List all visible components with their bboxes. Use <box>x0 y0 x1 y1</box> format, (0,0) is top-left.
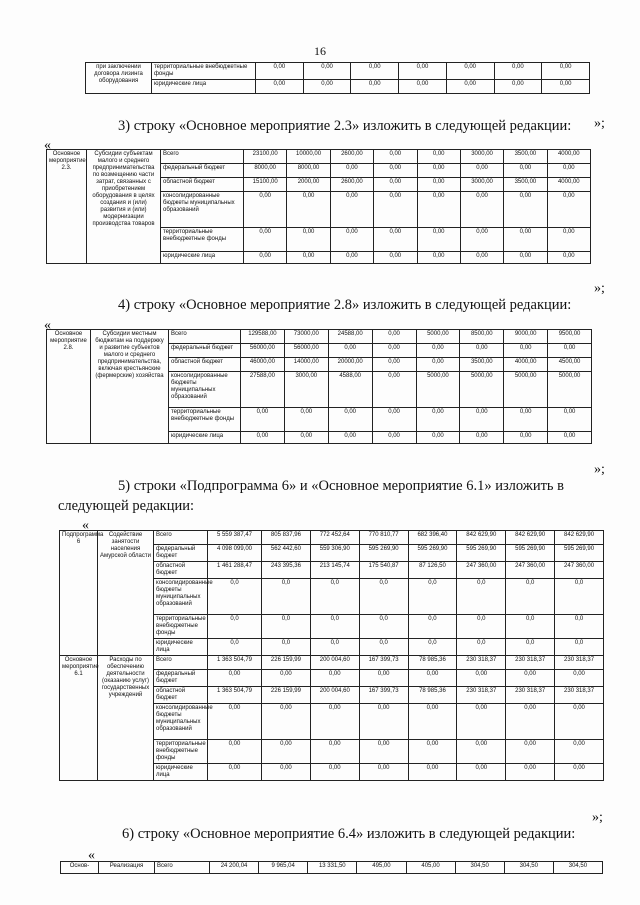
m28-value-cell: 129588,00 <box>241 330 285 344</box>
m28-value-cell: 0,00 <box>328 432 372 444</box>
m28-value-cell: 0,00 <box>548 408 592 432</box>
m61-value-cell: 0,00 <box>555 764 604 781</box>
sp6-measure-name: Содействие занятости населения Амурской области <box>98 531 154 656</box>
m23-measure-code: Основное мероприятие 2.3. <box>47 150 87 264</box>
sp6-value-cell: 0,0 <box>310 615 359 639</box>
sp6-fund-label: Всего <box>154 531 208 545</box>
m23-value-cell: 0,00 <box>417 228 460 252</box>
m61-value-cell: 230 318,37 <box>457 687 506 704</box>
m23-fund-label: Всего <box>161 150 244 164</box>
sp6-fund-label: юридические лица <box>154 639 208 656</box>
continuation-value-cell: 0,00 <box>446 63 494 80</box>
sp6-value-cell: 0,0 <box>506 615 555 639</box>
m61-value-cell: 230 318,37 <box>506 656 555 670</box>
m23-value-cell: 0,00 <box>417 164 460 178</box>
sp6-value-cell: 805 837,96 <box>262 531 311 545</box>
m28-value-cell: 46000,00 <box>241 358 285 372</box>
m61-value-cell: 0,00 <box>359 740 408 764</box>
continuation-value-cell: 0,00 <box>303 63 351 80</box>
sp6-fund-label: территориальные внебюджетные фонды <box>154 615 208 639</box>
sp6-value-cell: 213 145,74 <box>310 562 359 579</box>
m61-value-cell: 0,00 <box>262 704 311 740</box>
m23-value-cell: 8000,00 <box>244 164 287 178</box>
m23-value-cell: 0,00 <box>330 228 373 252</box>
sp6-value-cell: 562 442,60 <box>262 545 311 562</box>
sp6-value-cell: 0,0 <box>359 615 408 639</box>
m23-value-cell: 0,00 <box>374 164 417 178</box>
sp6-value-cell: 87 126,50 <box>408 562 457 579</box>
m28-value-cell: 0,00 <box>372 372 416 408</box>
m28-value-cell: 14000,00 <box>284 358 328 372</box>
m61-value-cell: 230 318,37 <box>457 656 506 670</box>
m28-fund-label: юридические лица <box>169 432 241 444</box>
m23-value-cell: 0,00 <box>330 252 373 264</box>
close-quote-2: »; <box>594 281 605 296</box>
heading-item-4: 4) строку «Основное мероприятие 2.8» изложить в следующей редакции: <box>118 297 572 313</box>
sp6-row <box>60 531 604 545</box>
sp6-value-cell: 0,0 <box>310 639 359 656</box>
m23-value-cell: 3000,00 <box>460 178 503 192</box>
sp6-value-cell: 595 269,90 <box>506 545 555 562</box>
m61-value-cell: 78 985,36 <box>408 656 457 670</box>
sp6-value-cell: 595 269,90 <box>408 545 457 562</box>
m23-fund-label: юридические лица <box>161 252 244 264</box>
m28-value-cell: 0,00 <box>460 408 504 432</box>
m28-value-cell: 0,00 <box>416 432 460 444</box>
m28-row <box>47 330 592 344</box>
m61-value-cell: 0,00 <box>408 704 457 740</box>
m28-value-cell: 0,00 <box>328 344 372 358</box>
m28-value-cell: 5000,00 <box>416 372 460 408</box>
m61-value-cell: 0,00 <box>359 670 408 687</box>
page-number: 16 <box>314 44 326 58</box>
heading-item-3: 3) строку «Основное мероприятие 2.3» изложить в следующей редакции: <box>118 118 572 134</box>
m28-value-cell: 0,00 <box>284 408 328 432</box>
continuation-value-cell: 0,00 <box>303 80 351 94</box>
m28-fund-label: территориальные внебюджетные фонды <box>169 408 241 432</box>
m64-value-cell: 24 200,04 <box>210 862 259 874</box>
m61-measure-name: Расходы по обеспечению деятельности (оказанию услуг) государственных учреждений <box>98 656 154 781</box>
m28-value-cell: 0,00 <box>416 408 460 432</box>
m61-value-cell: 0,00 <box>555 740 604 764</box>
sp6-value-cell: 0,0 <box>208 639 262 656</box>
m28-value-cell: 4588,00 <box>328 372 372 408</box>
m61-value-cell: 1 363 504,79 <box>208 656 262 670</box>
m23-row <box>47 150 591 164</box>
continuation-value-cell: 0,00 <box>494 63 542 80</box>
m28-value-cell: 0,00 <box>416 358 460 372</box>
m61-value-cell: 200 004,60 <box>310 687 359 704</box>
m61-value-cell: 0,00 <box>310 704 359 740</box>
continuation-fund-label: юридические лица <box>152 80 256 94</box>
m61-fund-label: консолидированные бюджеты муниципальных образований <box>154 704 208 740</box>
m23-value-cell: 0,00 <box>374 178 417 192</box>
m28-fund-label: областной бюджет <box>169 358 241 372</box>
sp6-value-cell: 247 360,00 <box>457 562 506 579</box>
m23-value-cell: 0,00 <box>417 192 460 228</box>
m61-value-cell: 226 159,99 <box>262 656 311 670</box>
m23-value-cell: 10000,00 <box>287 150 330 164</box>
m28-value-cell: 0,00 <box>328 408 372 432</box>
m61-value-cell: 0,00 <box>408 740 457 764</box>
m61-fund-label: территориальные внебюджетные фонды <box>154 740 208 764</box>
m61-value-cell: 0,00 <box>262 764 311 781</box>
table-measure-2-8 <box>46 329 592 444</box>
open-quote-5: « <box>88 848 95 863</box>
table-subprogram-6 <box>59 530 604 781</box>
m28-value-cell: 3000,00 <box>284 372 328 408</box>
sp6-value-cell: 0,0 <box>359 639 408 656</box>
m23-fund-label: областной бюджет <box>161 178 244 192</box>
m61-value-cell: 1 363 504,79 <box>208 687 262 704</box>
sp6-value-cell: 247 360,00 <box>555 562 604 579</box>
m28-value-cell: 0,00 <box>460 432 504 444</box>
sp6-value-cell: 842 629,90 <box>506 531 555 545</box>
m23-value-cell: 0,00 <box>287 252 330 264</box>
continuation-value-cell: 0,00 <box>494 80 542 94</box>
m61-value-cell: 167 399,73 <box>359 687 408 704</box>
m61-value-cell: 0,00 <box>408 764 457 781</box>
m23-fund-label: консолидированные бюджеты муниципальных образований <box>161 192 244 228</box>
close-quote-4: »; <box>592 810 603 825</box>
m61-fund-label: федеральный бюджет <box>154 670 208 687</box>
sp6-value-cell: 175 540,87 <box>359 562 408 579</box>
m61-fund-label: областной бюджет <box>154 687 208 704</box>
m23-value-cell: 0,00 <box>244 252 287 264</box>
m28-value-cell: 4000,00 <box>504 358 548 372</box>
m28-value-cell: 0,00 <box>372 408 416 432</box>
m23-value-cell: 0,00 <box>460 192 503 228</box>
m23-value-cell: 0,00 <box>504 192 547 228</box>
m61-measure-code: Основное мероприятие 6.1 <box>60 656 98 781</box>
m28-value-cell: 24588,00 <box>328 330 372 344</box>
continuation-value-cell: 0,00 <box>256 63 304 80</box>
m28-value-cell: 20000,00 <box>328 358 372 372</box>
sp6-fund-label: областной бюджет <box>154 562 208 579</box>
m61-value-cell: 0,00 <box>506 764 555 781</box>
m23-value-cell: 3500,00 <box>504 178 547 192</box>
m23-value-cell: 0,00 <box>547 252 590 264</box>
heading-item-5-line1: 5) строки «Подпрограмма 6» и «Основное мероприятие 6.1» изложить в <box>118 478 565 494</box>
sp6-value-cell: 0,0 <box>457 615 506 639</box>
m28-value-cell: 27588,00 <box>241 372 285 408</box>
sp6-value-cell: 559 306,90 <box>310 545 359 562</box>
m61-value-cell: 226 159,99 <box>262 687 311 704</box>
sp6-value-cell: 0,0 <box>506 579 555 615</box>
m23-value-cell: 0,00 <box>547 228 590 252</box>
m61-value-cell: 0,00 <box>555 704 604 740</box>
m28-value-cell: 9500,00 <box>548 330 592 344</box>
m64-value-cell: 304,50 <box>553 862 602 874</box>
table-continuation <box>85 62 590 94</box>
m61-value-cell: 0,00 <box>262 740 311 764</box>
m64-value-cell: 13 331,50 <box>308 862 357 874</box>
sp6-value-cell: 0,0 <box>262 579 311 615</box>
m23-value-cell: 0,00 <box>460 164 503 178</box>
m61-value-cell: 0,00 <box>457 704 506 740</box>
sp6-value-cell: 243 395,36 <box>262 562 311 579</box>
sp6-value-cell: 770 810,77 <box>359 531 408 545</box>
m28-value-cell: 0,00 <box>241 408 285 432</box>
m61-value-cell: 78 985,36 <box>408 687 457 704</box>
heading-item-5-line2: следующей редакции: <box>58 498 195 514</box>
m28-measure-name: Субсидии местным бюджетам на поддержку и развитие субъектов малого и среднего предпринимательства, включая крестьянские (фермерские) хозяйства <box>91 330 169 444</box>
m64-value-cell: 304,50 <box>455 862 504 874</box>
m61-value-cell: 0,00 <box>457 670 506 687</box>
m23-value-cell: 0,00 <box>374 192 417 228</box>
m61-value-cell: 230 318,37 <box>555 687 604 704</box>
m64-value-cell: 304,50 <box>504 862 553 874</box>
m28-value-cell: 5000,00 <box>416 330 460 344</box>
sp6-value-cell: 0,0 <box>262 639 311 656</box>
m64-measure-name: Реализация <box>99 862 155 874</box>
m61-value-cell: 0,00 <box>208 670 262 687</box>
m23-value-cell: 23100,00 <box>244 150 287 164</box>
sp6-measure-code: Подпрограмма 6 <box>60 531 98 656</box>
sp6-value-cell: 0,0 <box>408 615 457 639</box>
continuation-value-cell: 0,00 <box>542 63 590 80</box>
m23-value-cell: 0,00 <box>330 192 373 228</box>
sp6-value-cell: 5 559 387,47 <box>208 531 262 545</box>
m23-value-cell: 0,00 <box>374 150 417 164</box>
m23-value-cell: 2600,00 <box>330 178 373 192</box>
m28-value-cell: 73000,00 <box>284 330 328 344</box>
m23-value-cell: 0,00 <box>504 252 547 264</box>
m61-value-cell: 0,00 <box>208 704 262 740</box>
m23-value-cell: 0,00 <box>547 192 590 228</box>
m28-value-cell: 0,00 <box>460 344 504 358</box>
m28-value-cell: 0,00 <box>504 408 548 432</box>
m23-value-cell: 3000,00 <box>460 150 503 164</box>
open-quote-2: « <box>44 138 51 153</box>
sp6-value-cell: 842 629,90 <box>555 531 604 545</box>
m23-value-cell: 0,00 <box>374 252 417 264</box>
m23-value-cell: 2000,00 <box>287 178 330 192</box>
continuation-row <box>86 80 590 94</box>
m23-measure-name: Субсидии субъектам малого и среднего предпринимательства по возмещению части затрат, связанных с приобретением оборудования в целях создания и (или) развития и (или) модернизации производства товаров <box>87 150 161 264</box>
m61-fund-label: Всего <box>154 656 208 670</box>
continuation-value-cell: 0,00 <box>542 80 590 94</box>
m61-value-cell: 0,00 <box>506 704 555 740</box>
m28-value-cell: 5000,00 <box>460 372 504 408</box>
m28-fund-label: Всего <box>169 330 241 344</box>
m23-value-cell: 0,00 <box>330 164 373 178</box>
m61-value-cell: 200 004,60 <box>310 656 359 670</box>
m23-fund-label: федеральный бюджет <box>161 164 244 178</box>
m61-value-cell: 230 318,37 <box>555 656 604 670</box>
m61-value-cell: 0,00 <box>408 670 457 687</box>
m64-measure-code: Основ- <box>61 862 99 874</box>
m28-value-cell: 0,00 <box>416 344 460 358</box>
m23-value-cell: 0,00 <box>417 150 460 164</box>
m64-value-cell: 405,00 <box>406 862 455 874</box>
continuation-fund-label: территориальные внебюджетные фонды <box>152 63 256 80</box>
m28-value-cell: 8500,00 <box>460 330 504 344</box>
m28-value-cell: 56000,00 <box>284 344 328 358</box>
m23-value-cell: 0,00 <box>287 228 330 252</box>
table-measure-6-4 <box>60 861 603 874</box>
m61-row <box>60 656 604 670</box>
m23-value-cell: 0,00 <box>460 252 503 264</box>
m28-value-cell: 0,00 <box>372 330 416 344</box>
m23-value-cell: 0,00 <box>417 252 460 264</box>
m23-value-cell: 0,00 <box>244 228 287 252</box>
m61-fund-label: юридические лица <box>154 764 208 781</box>
sp6-value-cell: 0,0 <box>359 579 408 615</box>
m61-value-cell: 0,00 <box>555 670 604 687</box>
m61-value-cell: 0,00 <box>208 740 262 764</box>
m23-value-cell: 0,00 <box>504 164 547 178</box>
continuation-value-cell: 0,00 <box>351 63 399 80</box>
m28-measure-code: Основное мероприятие 2.8. <box>47 330 91 444</box>
m28-value-cell: 0,00 <box>504 432 548 444</box>
m28-fund-label: федеральный бюджет <box>169 344 241 358</box>
m64-row <box>61 862 603 874</box>
m64-value-cell: 9 965,04 <box>259 862 308 874</box>
m61-value-cell: 0,00 <box>506 670 555 687</box>
m61-value-cell: 0,00 <box>262 670 311 687</box>
m28-value-cell: 0,00 <box>372 432 416 444</box>
m28-value-cell: 0,00 <box>548 432 592 444</box>
m28-value-cell: 0,00 <box>504 344 548 358</box>
sp6-value-cell: 0,0 <box>408 579 457 615</box>
sp6-value-cell: 0,0 <box>262 615 311 639</box>
sp6-value-cell: 0,0 <box>555 615 604 639</box>
m23-value-cell: 4000,00 <box>547 150 590 164</box>
m28-value-cell: 0,00 <box>372 344 416 358</box>
m23-value-cell: 0,00 <box>504 228 547 252</box>
sp6-value-cell: 0,0 <box>208 615 262 639</box>
sp6-value-cell: 682 396,40 <box>408 531 457 545</box>
m28-value-cell: 0,00 <box>284 432 328 444</box>
sp6-value-cell: 0,0 <box>457 579 506 615</box>
heading-item-6: 6) строку «Основное мероприятие 6.4» изложить в следующей редакции: <box>122 826 576 842</box>
sp6-value-cell: 0,0 <box>555 639 604 656</box>
m61-value-cell: 230 318,37 <box>506 687 555 704</box>
close-quote-3: »; <box>594 462 605 477</box>
sp6-value-cell: 1 461 288,47 <box>208 562 262 579</box>
m28-fund-label: консолидированные бюджеты муниципальных образований <box>169 372 241 408</box>
sp6-value-cell: 247 360,00 <box>506 562 555 579</box>
m23-value-cell: 4000,00 <box>547 178 590 192</box>
m23-fund-label: территориальные внебюджетные фонды <box>161 228 244 252</box>
close-quote-1: »; <box>594 116 605 131</box>
continuation-row <box>86 63 590 80</box>
m23-value-cell: 0,00 <box>417 178 460 192</box>
m28-value-cell: 0,00 <box>548 344 592 358</box>
sp6-value-cell: 595 269,90 <box>457 545 506 562</box>
m28-value-cell: 5000,00 <box>548 372 592 408</box>
sp6-value-cell: 842 629,90 <box>457 531 506 545</box>
m28-value-cell: 3500,00 <box>460 358 504 372</box>
m28-value-cell: 0,00 <box>241 432 285 444</box>
continuation-value-cell: 0,00 <box>399 80 447 94</box>
continuation-value-cell: 0,00 <box>446 80 494 94</box>
m23-value-cell: 0,00 <box>374 228 417 252</box>
m61-value-cell: 0,00 <box>208 764 262 781</box>
sp6-value-cell: 0,0 <box>310 579 359 615</box>
m61-value-cell: 167 399,73 <box>359 656 408 670</box>
m28-value-cell: 56000,00 <box>241 344 285 358</box>
m28-value-cell: 5000,00 <box>504 372 548 408</box>
sp6-value-cell: 0,0 <box>408 639 457 656</box>
sp6-fund-label: консолидированные бюджеты муниципальных образований <box>154 579 208 615</box>
m23-value-cell: 8000,00 <box>287 164 330 178</box>
sp6-value-cell: 0,0 <box>506 639 555 656</box>
m23-value-cell: 3500,00 <box>504 150 547 164</box>
m64-fund-label: Всего <box>155 862 210 874</box>
sp6-value-cell: 4 098 099,00 <box>208 545 262 562</box>
m23-value-cell: 0,00 <box>244 192 287 228</box>
table-measure-2-3 <box>46 149 591 264</box>
continuation-description: при заключении договора лизинга оборудования <box>86 63 152 94</box>
m61-value-cell: 0,00 <box>310 740 359 764</box>
continuation-value-cell: 0,00 <box>351 80 399 94</box>
m61-value-cell: 0,00 <box>310 670 359 687</box>
m61-value-cell: 0,00 <box>457 764 506 781</box>
sp6-value-cell: 0,0 <box>208 579 262 615</box>
m61-value-cell: 0,00 <box>457 740 506 764</box>
continuation-value-cell: 0,00 <box>256 80 304 94</box>
m61-value-cell: 0,00 <box>359 764 408 781</box>
m23-value-cell: 0,00 <box>547 164 590 178</box>
sp6-value-cell: 0,0 <box>555 579 604 615</box>
sp6-value-cell: 595 269,90 <box>359 545 408 562</box>
m23-value-cell: 15100,00 <box>244 178 287 192</box>
continuation-value-cell: 0,00 <box>399 63 447 80</box>
m23-value-cell: 0,00 <box>287 192 330 228</box>
m28-value-cell: 4500,00 <box>548 358 592 372</box>
sp6-fund-label: федеральный бюджет <box>154 545 208 562</box>
m28-value-cell: 9000,00 <box>504 330 548 344</box>
sp6-value-cell: 595 269,90 <box>555 545 604 562</box>
sp6-value-cell: 772 452,64 <box>310 531 359 545</box>
m64-value-cell: 495,00 <box>357 862 406 874</box>
m61-value-cell: 0,00 <box>310 764 359 781</box>
m61-value-cell: 0,00 <box>359 704 408 740</box>
m23-value-cell: 0,00 <box>460 228 503 252</box>
m23-value-cell: 2600,00 <box>330 150 373 164</box>
open-quote-4: « <box>82 518 89 533</box>
sp6-value-cell: 0,0 <box>457 639 506 656</box>
open-quote-3: « <box>44 318 51 333</box>
m28-value-cell: 0,00 <box>372 358 416 372</box>
m61-value-cell: 0,00 <box>506 740 555 764</box>
